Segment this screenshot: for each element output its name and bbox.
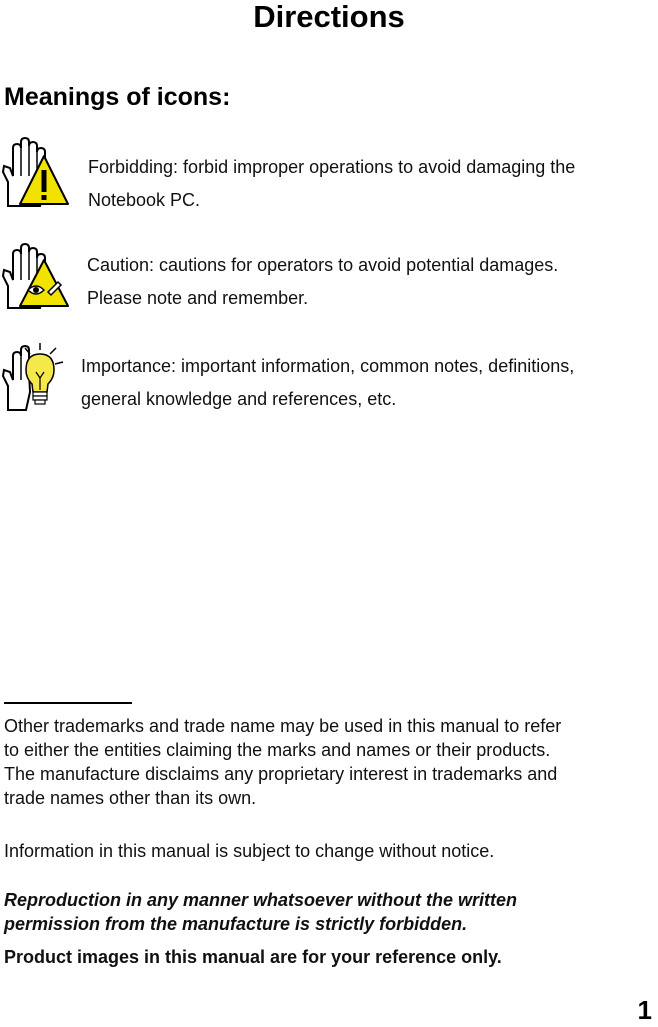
footer-line: Reproduction in any manner whatsoever without the written xyxy=(4,890,518,910)
description-line: Forbidding: forbid improper operations to avoid damaging the xyxy=(88,157,576,177)
change-notice: Information in this manual is subject to change without notice. xyxy=(4,841,495,861)
footer-line: to either the entities claiming the marks and names or their products. xyxy=(4,740,551,760)
description-line: Notebook PC. xyxy=(88,190,201,210)
footer-line: The manufacture disclaims any proprietary interest in trademarks and xyxy=(4,764,558,784)
footer-line: Other trademarks and trade name may be used in this manual to refer xyxy=(4,716,562,736)
page-title: Directions xyxy=(253,0,405,34)
footer-line: permission from the manufacture is strictly forbidden. xyxy=(4,914,468,934)
icon-description-caution xyxy=(87,249,558,315)
footnote-divider xyxy=(4,702,132,704)
trademark-notice xyxy=(4,714,654,810)
description-line: general knowledge and references, etc. xyxy=(81,389,397,409)
footer-line: trade names other than its own. xyxy=(4,788,257,808)
description-line: Importance: important information, common notes, definitions, xyxy=(81,356,575,376)
hand-lightbulb-icon xyxy=(0,342,66,414)
hand-caution-eye-icon xyxy=(0,242,70,312)
icon-description-forbidding xyxy=(88,151,575,217)
description-line: Caution: cautions for operators to avoid potential damages. xyxy=(87,255,559,275)
description-line: Please note and remember. xyxy=(87,288,309,308)
section-heading: Meanings of icons: xyxy=(4,83,231,111)
reproduction-notice xyxy=(4,888,654,936)
hand-warning-exclamation-icon xyxy=(0,136,70,210)
product-images-notice: Product images in this manual are for your reference only. xyxy=(4,947,502,967)
page-number: 1 xyxy=(637,995,652,1025)
icon-description-importance xyxy=(81,350,574,416)
